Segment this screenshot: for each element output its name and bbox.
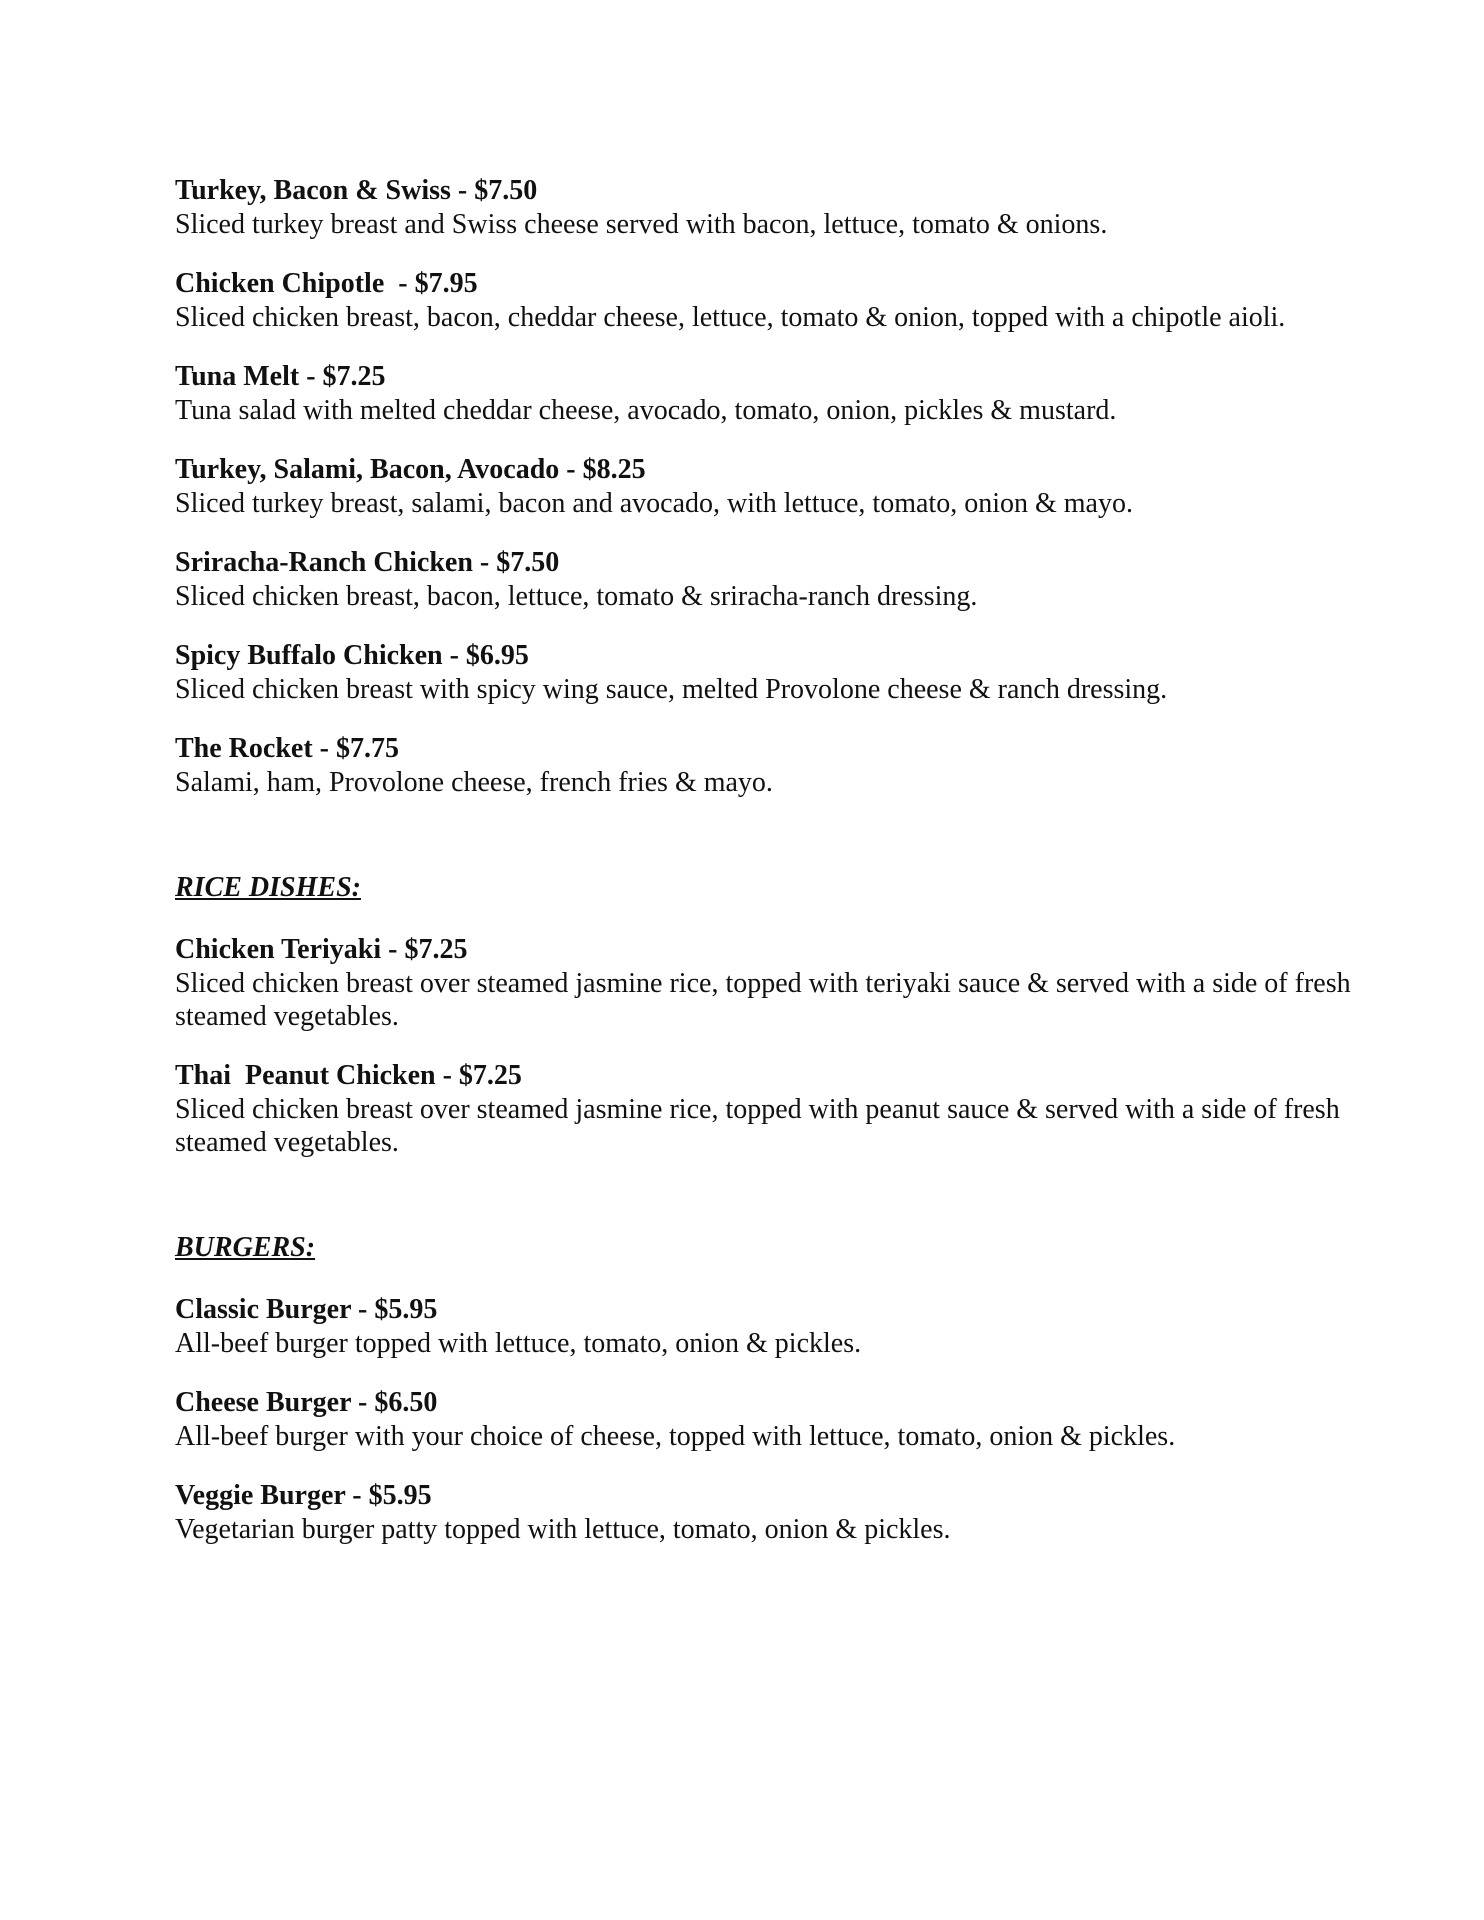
menu-item-description: Vegetarian burger patty topped with lettuce, tomato, onion & pickles. bbox=[175, 1514, 951, 1545]
menu-item-description: Tuna salad with melted cheddar cheese, avocado, tomato, onion, pickles & mustard. bbox=[175, 395, 1117, 426]
menu-item-title: Classic Burger - $5.95 bbox=[175, 1294, 438, 1325]
menu-item bbox=[175, 546, 1375, 613]
menu-item-description: All-beef burger topped with lettuce, tomato, onion & pickles. bbox=[175, 1328, 862, 1359]
burgers-list bbox=[175, 1293, 1375, 1546]
menu-item-title: Chicken Chipotle - $7.95 bbox=[175, 268, 478, 299]
menu-item-title: Turkey, Salami, Bacon, Avocado - $8.25 bbox=[175, 454, 646, 485]
rice-dishes-list bbox=[175, 933, 1375, 1159]
menu-item-title: Turkey, Bacon & Swiss - $7.50 bbox=[175, 175, 538, 206]
menu-item-title: Thai Peanut Chicken - $7.25 bbox=[175, 1060, 522, 1091]
menu-item-description: Sliced turkey breast, salami, bacon and avocado, with lettuce, tomato, onion & mayo. bbox=[175, 488, 1133, 519]
menu-item-title: Tuna Melt - $7.25 bbox=[175, 361, 386, 392]
burgers-section bbox=[175, 1231, 1375, 1546]
menu-item-description: Sliced chicken breast, bacon, cheddar cheese, lettuce, tomato & onion, topped with a chipotle aioli. bbox=[175, 302, 1286, 333]
menu-item-description: Sliced turkey breast and Swiss cheese served with bacon, lettuce, tomato & onions. bbox=[175, 209, 1108, 240]
menu-item bbox=[175, 1386, 1375, 1453]
menu-item bbox=[175, 933, 1375, 1033]
menu-item bbox=[175, 267, 1375, 334]
menu-item-title: Cheese Burger - $6.50 bbox=[175, 1387, 438, 1418]
menu-item-title: Spicy Buffalo Chicken - $6.95 bbox=[175, 640, 529, 671]
menu-item-title: Veggie Burger - $5.95 bbox=[175, 1480, 432, 1511]
menu-item bbox=[175, 360, 1375, 427]
section-heading: BURGERS: bbox=[175, 1232, 316, 1263]
sandwich-list bbox=[175, 174, 1375, 799]
menu-item-description: Salami, ham, Provolone cheese, french fries & mayo. bbox=[175, 767, 773, 798]
menu-item bbox=[175, 453, 1375, 520]
menu-item bbox=[175, 1293, 1375, 1360]
menu-item bbox=[175, 1479, 1375, 1546]
menu-item-description: All-beef burger with your choice of cheese, topped with lettuce, tomato, onion & pickles. bbox=[175, 1421, 1176, 1452]
menu-item-description: Sliced chicken breast over steamed jasmine rice, topped with peanut sauce & served with a side of fresh steamed vegetables. bbox=[175, 1094, 1340, 1158]
menu-item bbox=[175, 732, 1375, 799]
menu-item-description: Sliced chicken breast with spicy wing sauce, melted Provolone cheese & ranch dressing. bbox=[175, 674, 1168, 705]
menu-item bbox=[175, 1059, 1375, 1159]
rice-dishes-section bbox=[175, 871, 1375, 1159]
menu-item-title: Chicken Teriyaki - $7.25 bbox=[175, 934, 468, 965]
menu-page bbox=[175, 174, 1375, 1546]
menu-item-title: The Rocket - $7.75 bbox=[175, 733, 399, 764]
section-heading: RICE DISHES: bbox=[175, 872, 361, 903]
menu-item-description: Sliced chicken breast over steamed jasmine rice, topped with teriyaki sauce & served with a side of fresh steamed vegetables. bbox=[175, 968, 1351, 1032]
menu-item bbox=[175, 639, 1375, 706]
menu-item-title: Sriracha-Ranch Chicken - $7.50 bbox=[175, 547, 560, 578]
menu-item-description: Sliced chicken breast, bacon, lettuce, tomato & sriracha-ranch dressing. bbox=[175, 581, 978, 612]
menu-item bbox=[175, 174, 1375, 241]
